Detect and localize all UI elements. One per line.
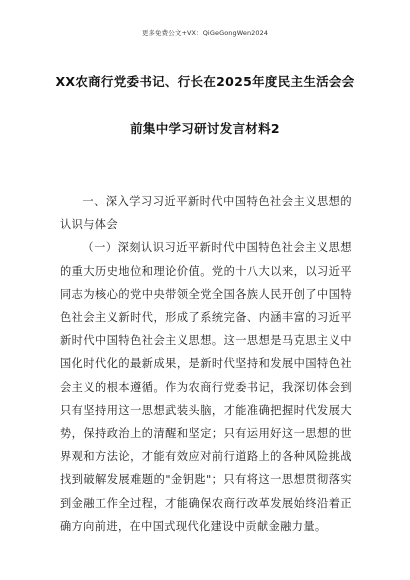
section-heading: 一、深入学习习近平新时代中国特色社会主义思想的认识与体会: [60, 195, 352, 232]
body-paragraph: （一）深刻认识习近平新时代中国特色社会主义思想的重大历史地位和理论价值。党的十八大以来，以习近平同志为核心的党中央带领全党全国各族人民开创了中国特色社会主义新时代，形成了系统完备、内涵丰富的习近平新时代中国特色社会主义思想。这一思想是马克思主义中国化时代化的最新成果，是新时代坚持和发展中国特色社会主义的根本遵循。作为农商行党委书记，我深切体会到只有坚持用这一思想武装头脑，才能准确把握时代发展大势，保持政治上的清醒和坚定；只有运用好这一思想的世界观和方法论，才能有效应对前行道路上的各种风险挑战找到破解发展难题的"金钥匙"；只有将这一思想贯彻落实到金融工作全过程，才能确保农商行改革发展始终沿着正确方向前进，在中国式现代化建设中贡献金融力量。: [60, 241, 352, 533]
document-body: [60, 190, 352, 538]
document-title-line-1: XX农商行党委书记、行长在2025年度民主生活会会: [55, 74, 355, 89]
document-title-line-2: 前集中学习研讨发言材料2: [130, 121, 280, 136]
header-note: 更多免费公文+VX：QiGeGongWen2024: [141, 29, 269, 37]
